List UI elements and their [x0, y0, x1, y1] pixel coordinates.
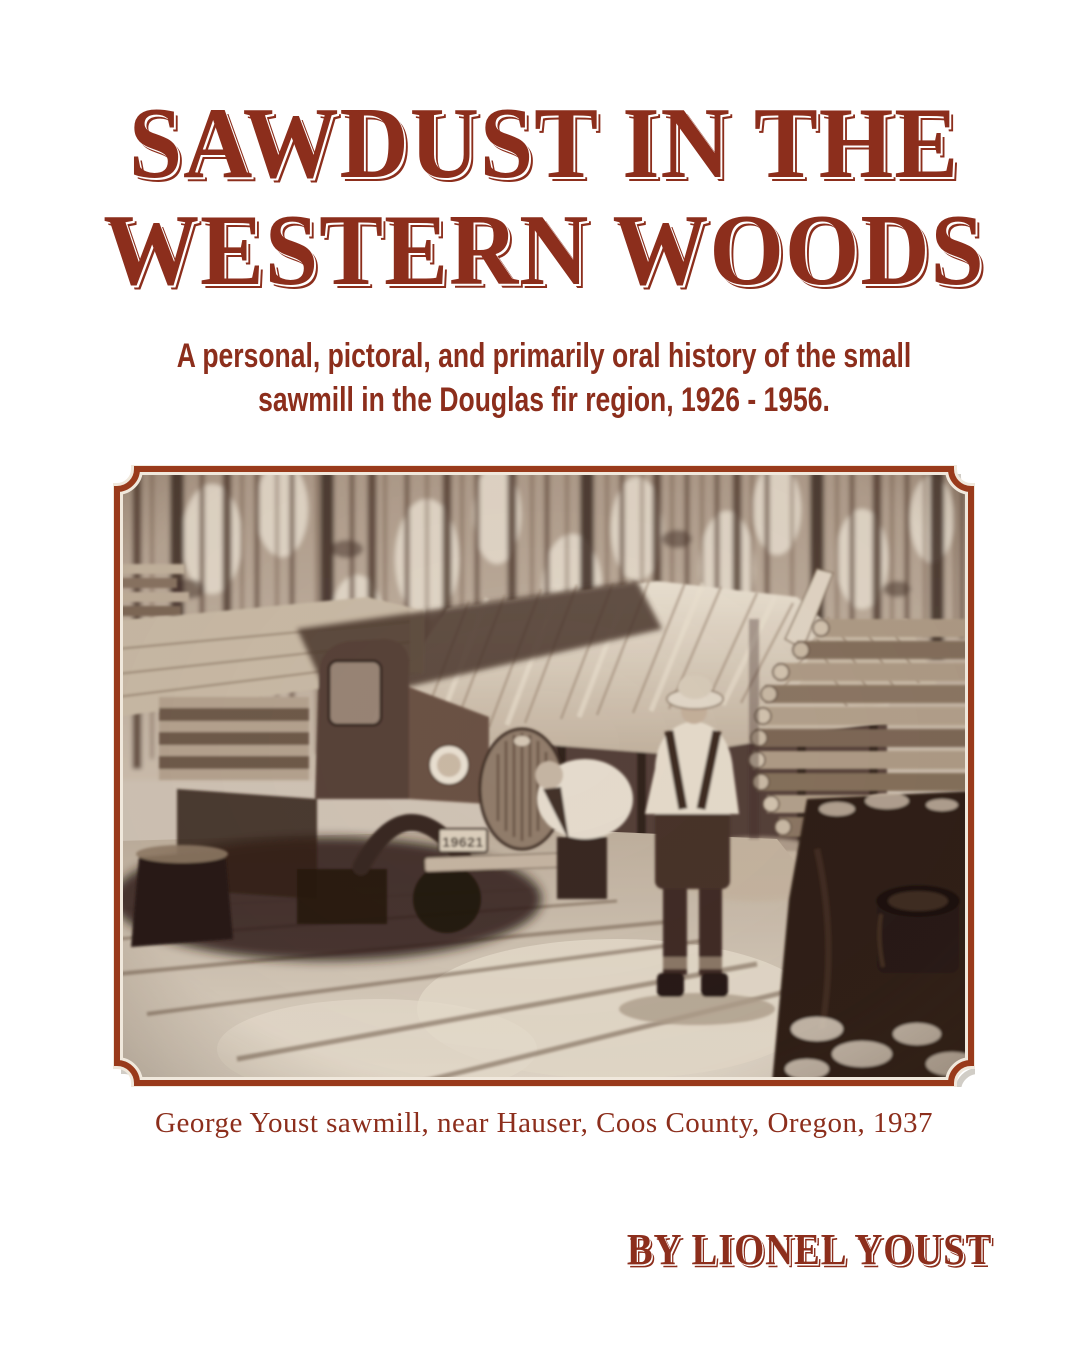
photo-caption: George Youst sawmill, near Hauser, Coos County, Oregon, 1937: [155, 1106, 933, 1139]
book-title: [0, 0, 1088, 308]
book-subtitle: [0, 334, 1088, 422]
author-credit: [0, 1224, 992, 1275]
title-line-1: SAWDUST IN THE: [128, 87, 960, 200]
subtitle-line-2: sawmill in the Douglas fir region, 1926 - 1956.: [258, 381, 830, 420]
subtitle-line-1: A personal, pictoral, and primarily oral history of the small: [176, 337, 912, 376]
author-credit-text: BY LIONEL YOUST: [626, 1224, 992, 1274]
vignette: [117, 469, 971, 1083]
cover-photo: [113, 465, 975, 1087]
cover-photo-frame: [113, 465, 975, 1087]
title-line-2: WESTERN WOODS: [103, 194, 985, 308]
